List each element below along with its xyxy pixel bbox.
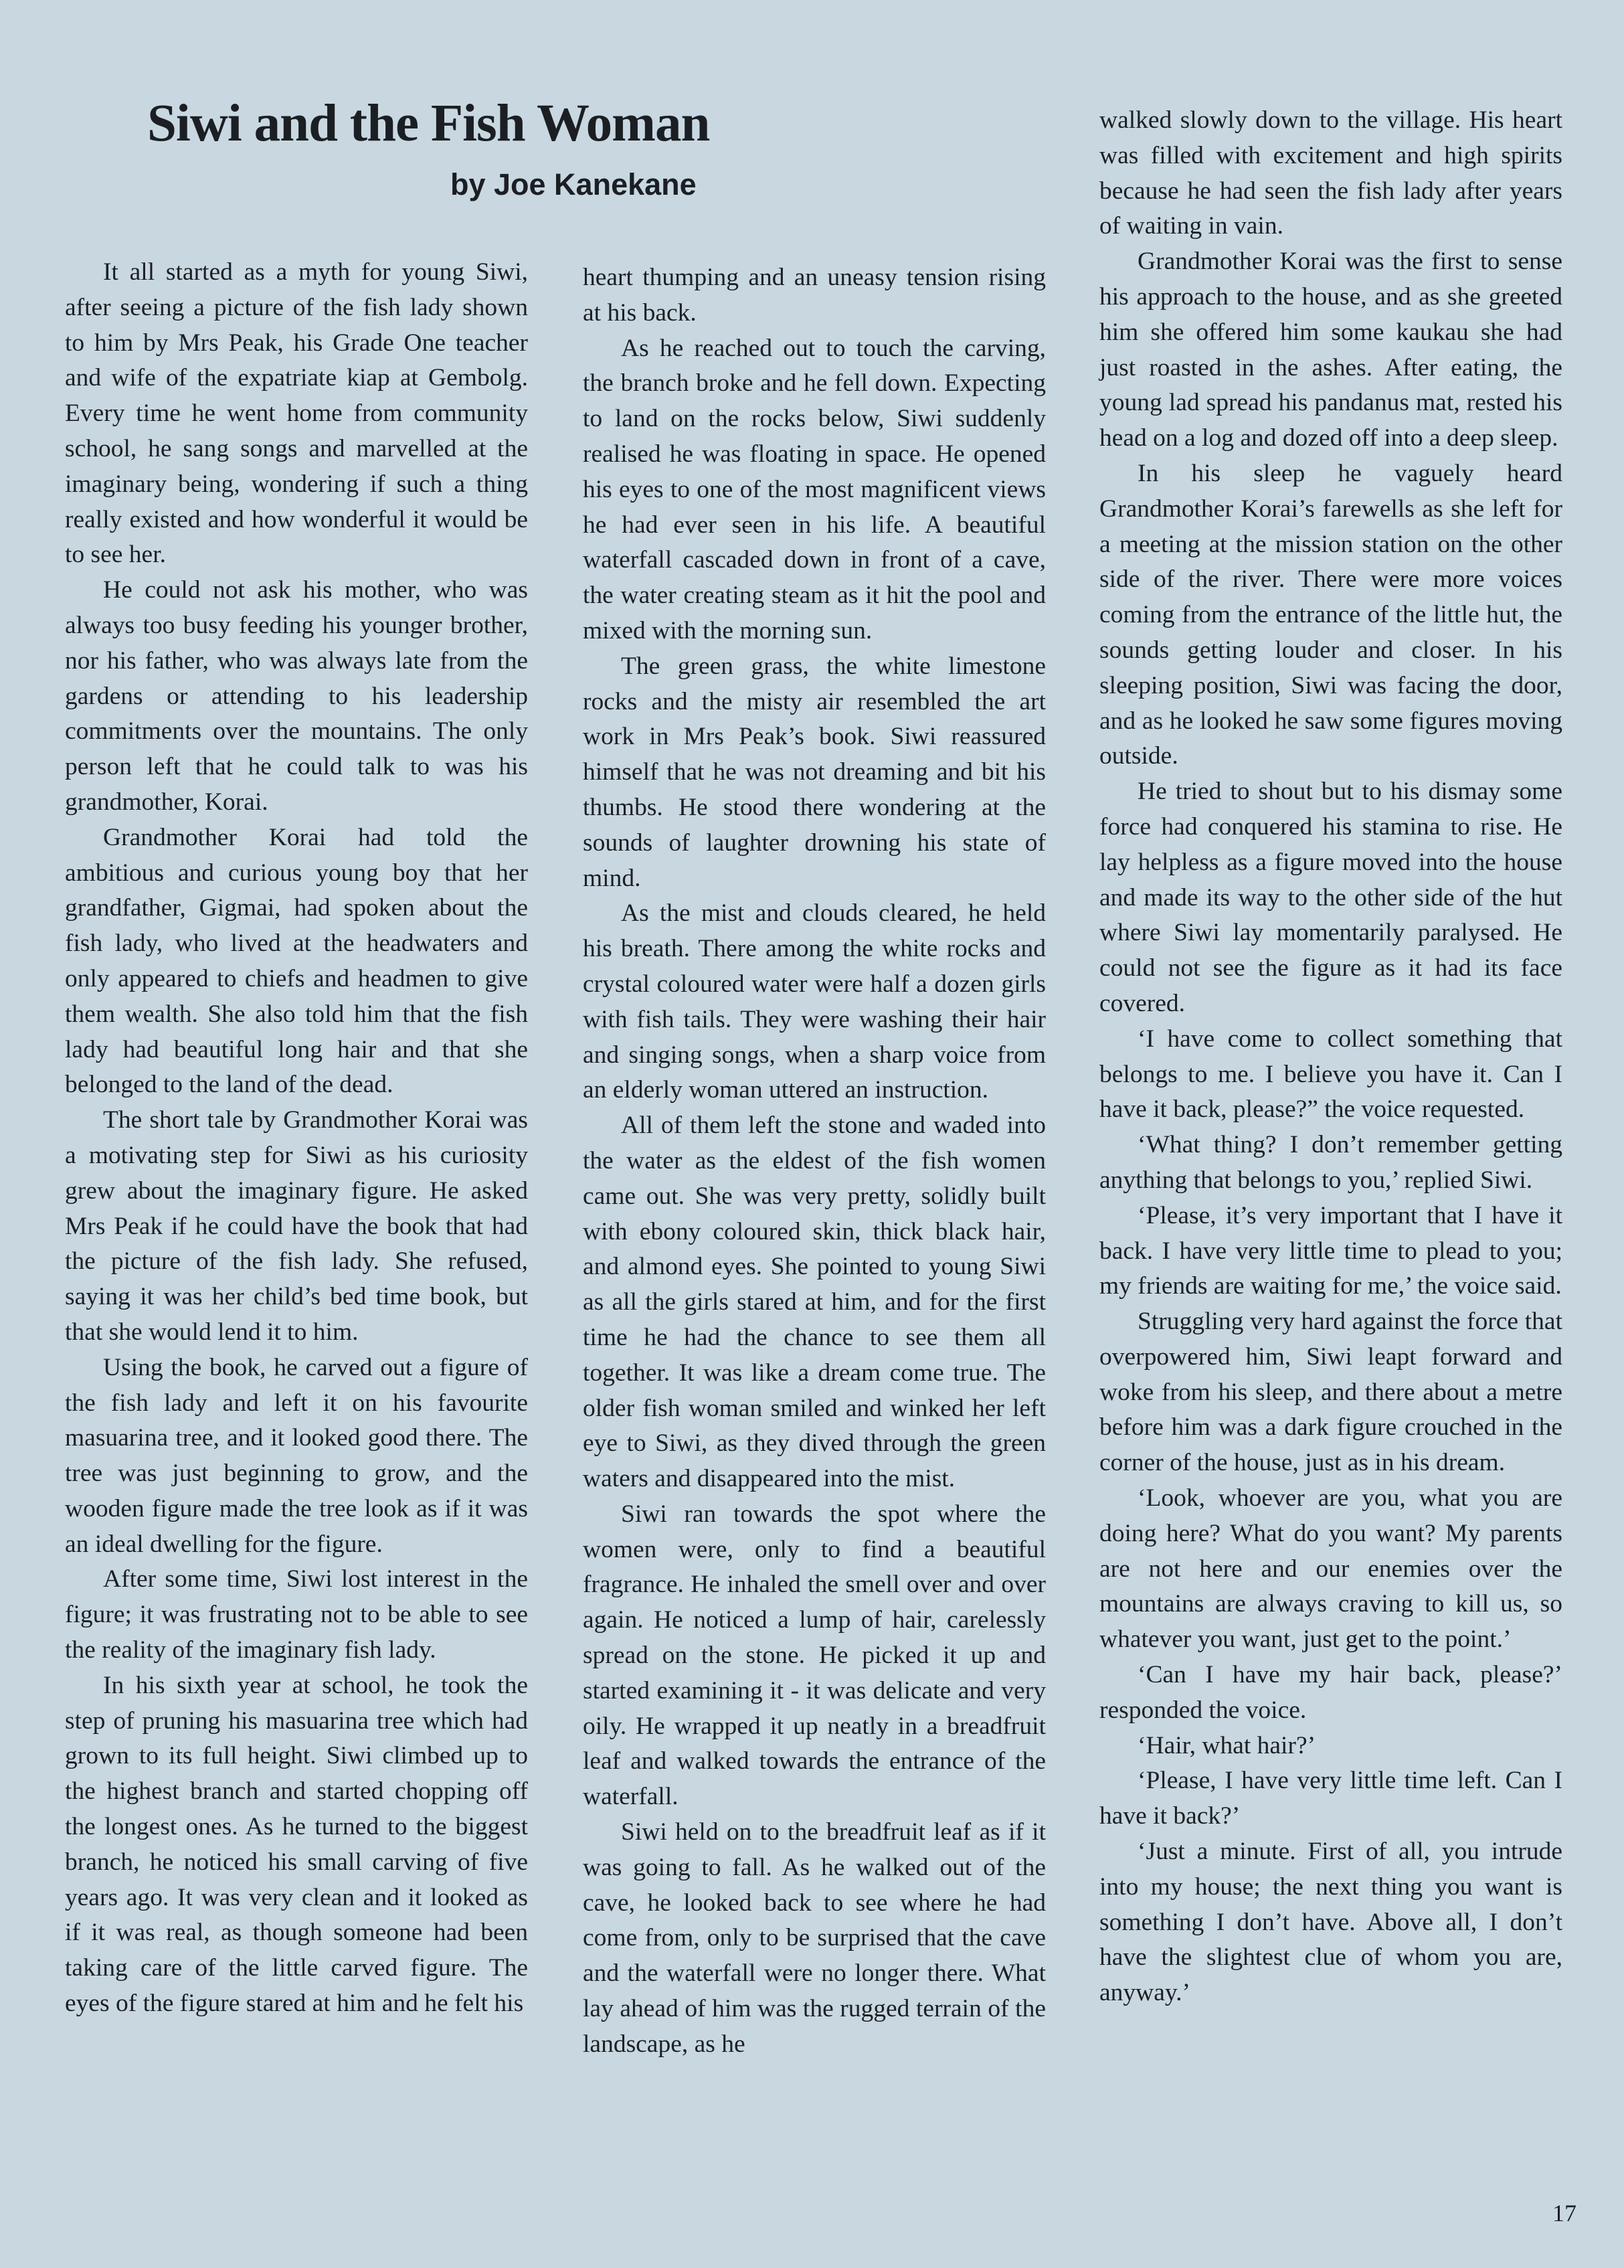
paragraph: He could not ask his mother, who was always too busy feeding his younger brother, nor his father, who was always late from the gardens or attending to his leadership commitments over the mountains. The only person left that he could talk to was his grandmother, Korai.: [65, 576, 528, 816]
paragraph: ‘Look, whoever are you, what you are doing here? What do you want? My parents are not here and our enemies over the mountains are always craving to kill us, so whatever you want, just get to the point.’: [1099, 1484, 1562, 1654]
paragraph: It all started as a myth for young Siwi, after seeing a picture of the fish lady shown to him by Mrs Peak, his Grade One teacher and wife of the expatriate kiap at Gembolg. Every time he went home from community school, he sang songs and marvelled at the imaginary being, wondering if such a thing really existed and how wonderful it would be to see her.: [65, 258, 528, 569]
paragraph: After some time, Siwi lost interest in the figure; it was frustrating not to be able to see the reality of the imaginary fish lady.: [65, 1565, 528, 1664]
article-byline: by Joe Kanekane: [450, 167, 697, 201]
paragraph: In his sixth year at school, he took the step of pruning his masuarina tree which had grown to its full height. Siwi climbed up to the highest branch and started chopping off the longest ones. As he turned to the biggest branch, he noticed his small carving of five years ago. It was very clean and it looked as if it was real, as though someone had been taking care of the little carved figure. The eyes of the figure stared at him and he felt his: [65, 1671, 528, 2018]
paragraph: ‘Can I have my hair back, please?’ responded the voice.: [1099, 1661, 1562, 1724]
paragraph: ‘Just a minute. First of all, you intrude into my house; the next thing you want is something I don’t have. Above all, I don’t have the slightest clue of whom you are, anyway.’: [1099, 1838, 1562, 2007]
paragraph: Grandmother Korai had told the ambitious and curious young boy that her grandfather, Gigmai, had spoken about the fish lady, who lived at the headwaters and only appeared to chiefs and headmen to give them wealth. She also told him that the fish lady had beautiful long hair and that she belonged to the land of the dead.: [65, 823, 528, 1099]
paragraph: Siwi ran towards the spot where the women were, only to find a beautiful fragrance. He inhaled the smell over and over again. He noticed a lump of hair, carelessly spread on the stone. He picked it up and started examining it - it was delicate and very oily. He wrapped it up neatly in a breadfruit leaf and walked towards the entrance of the waterfall.: [583, 1500, 1046, 1811]
paragraph: Struggling very hard against the force that overpowered him, Siwi leapt forward and woke from his sleep, and there about a metre before him was a dark figure crouched in the corner of the house, just as in his dream.: [1099, 1308, 1562, 1477]
paragraph: heart thumping and an uneasy tension rising at his back.: [583, 264, 1046, 327]
paragraph: ‘Please, I have very little time left. Can I have it back?’: [1099, 1767, 1562, 1830]
paragraph: ‘I have come to collect something that belongs to me. I believe you have it. Can I have it back, please?” the voice requested.: [1099, 1025, 1562, 1124]
paragraph: The green grass, the white limestone rocks and the misty air resembled the art work in Mrs Peak’s book. Siwi reassured himself that he was not dreaming and bit his thumbs. He stood there wondering at the sounds of laughter drowning his state of mind.: [583, 652, 1046, 892]
paragraph: ‘Please, it’s very important that I have it back. I have very little time to plead to you; my friends are waiting for me,’ the voice said.: [1099, 1201, 1562, 1300]
text-column-3: [1099, 103, 1562, 2111]
text-column-2: [583, 260, 1046, 2268]
paragraph: He tried to shout but to his dismay some force had conquered his stamina to rise. He lay helpless as a figure moved into the house and made its way to the other side of the hut where Siwi lay momentarily paralysed. He could not see the figure as it had its face covered.: [1099, 778, 1562, 1017]
paragraph: Using the book, he carved out a figure of the fish lady and left it on his favourite masuarina tree, and it looked good there. The tree was just beginning to grow, and the wooden figure made the tree look as if it was an ideal dwelling for the figure.: [65, 1353, 528, 1558]
paragraph: ‘Hair, what hair?’: [1138, 1731, 1316, 1759]
paragraph: In his sleep he vaguely heard Grandmother Korai’s farewells as she left for a meeting at the mission station on the other side of the river. There were more voices coming from the entrance of the little hut, the sounds getting louder and closer. In his sleeping position, Siwi was facing the door, and as he looked he saw some figures moving outside.: [1099, 459, 1562, 770]
page-number: 17: [1552, 2200, 1576, 2227]
paragraph: The short tale by Grandmother Korai was a motivating step for Siwi as his curiosity grew about the imaginary figure. He asked Mrs Peak if he could have the book that had the picture of the fish lady. She refused, saying it was her child’s bed time book, but that she would lend it to him.: [65, 1106, 528, 1346]
paragraph: As he reached out to touch the carving, the branch broke and he fell down. Expecting to land on the rocks below, Siwi suddenly realised he was floating in space. He opened his eyes to one of the most magnificent views he had ever seen in his life. A beautiful waterfall cascaded down in front of a cave, the water creating steam as it hit the pool and mixed with the morning sun.: [583, 334, 1046, 644]
paragraph: All of them left the stone and waded into the water as the eldest of the fish women came out. She was very pretty, solidly built with ebony coloured skin, thick black hair, and almond eyes. She pointed to young Siwi as all the girls stared at him, and for the first time he had the chance to see them all together. It was like a dream come true. The older fish woman smiled and winked her left eye to Siwi, as they dived through the green waters and disappeared into the mist.: [583, 1112, 1046, 1493]
text-column-1: [65, 255, 528, 2263]
paragraph: ‘What thing? I don’t remember getting anything that belongs to you,’ replied Siwi.: [1099, 1131, 1562, 1194]
paragraph: As the mist and clouds cleared, he held his breath. There among the white rocks and crystal coloured water were half a dozen girls with fish tails. They were washing their hair and singing songs, when a sharp voice from an elderly woman uttered an instruction.: [583, 899, 1046, 1104]
paragraph: Siwi held on to the breadfruit leaf as if it was going to fall. As he walked out of the cave, he looked back to see where he had come from, only to be surprised that the cave and the waterfall were no longer there. What lay ahead of him was the rugged terrain of the landscape, as he: [583, 1818, 1046, 2058]
article-title: Siwi and the Fish Woman: [147, 94, 710, 153]
paragraph: walked slowly down to the village. His heart was filled with excitement and high spirits because he had seen the fish lady after years of waiting in vain.: [1099, 106, 1562, 240]
paragraph: Grandmother Korai was the first to sense his approach to the house, and as she greeted him she offered him some kaukau she had just roasted in the ashes. After eating, the young lad spread his pandanus mat, rested his head on a log and dozed off into a deep sleep.: [1099, 248, 1562, 452]
